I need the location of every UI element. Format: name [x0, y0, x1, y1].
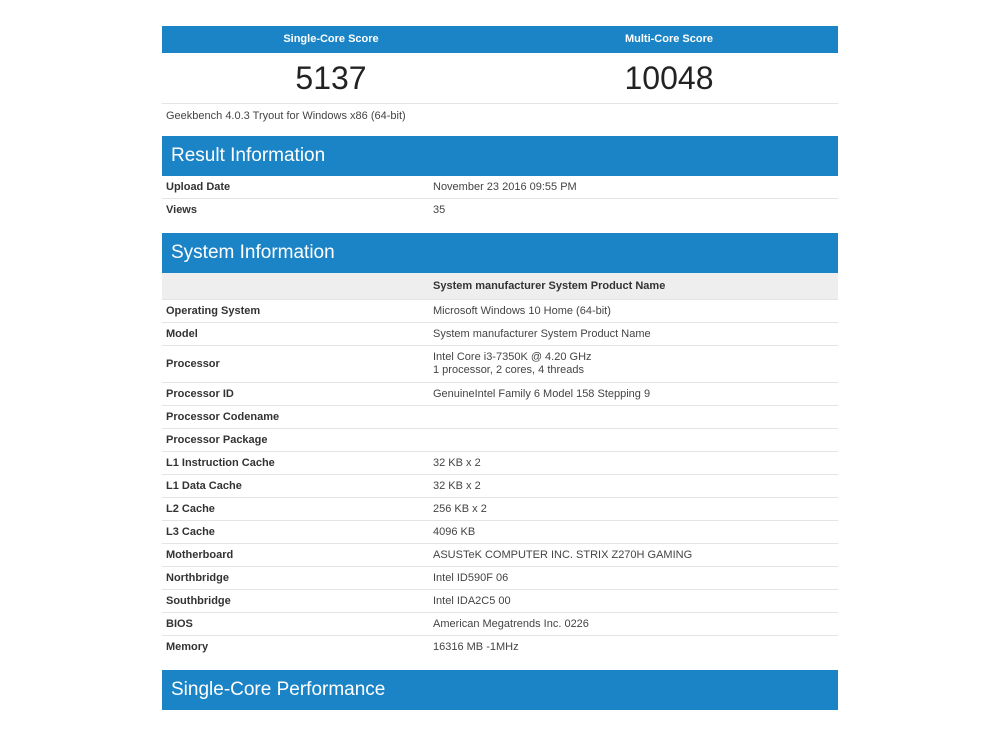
row-label: L1 Data Cache — [166, 480, 242, 492]
table-row — [162, 429, 838, 452]
multi-core-score-label: Multi-Core Score — [624, 33, 713, 45]
row-value: Microsoft Windows 10 Home (64-bit) — [433, 304, 611, 317]
row-label: BIOS — [166, 618, 193, 630]
row-value: 32 KB x 2 — [433, 479, 481, 492]
row-label: Upload Date — [166, 181, 231, 193]
table-row — [162, 300, 838, 323]
table-row — [162, 498, 838, 521]
row-value: 35 — [433, 203, 446, 216]
score-values — [162, 53, 838, 104]
table-row — [162, 176, 838, 199]
processor-name: Intel Core i3-7350K @ 4.20 GHz — [433, 351, 592, 363]
row-value: Intel ID590F 06 — [433, 571, 509, 584]
table-row — [162, 406, 838, 429]
row-value: ASUSTeK COMPUTER INC. STRIX Z270H GAMING — [433, 548, 693, 561]
single-core-score-value: 5137 — [295, 60, 367, 96]
table-row — [162, 544, 838, 567]
row-label: Motherboard — [166, 549, 234, 561]
table-row — [162, 636, 838, 658]
row-label: Processor — [166, 358, 220, 370]
score-header — [162, 26, 838, 53]
row-label: Southbridge — [166, 595, 231, 607]
table-row — [162, 199, 838, 221]
row-label: Northbridge — [166, 572, 229, 584]
row-value: American Megatrends Inc. 0226 — [433, 617, 589, 630]
table-row — [162, 590, 838, 613]
row-label: L1 Instruction Cache — [166, 457, 275, 469]
result-information-header: Result Information — [162, 136, 838, 176]
table-row — [162, 521, 838, 544]
row-value: 256 KB x 2 — [433, 502, 487, 515]
table-row — [162, 452, 838, 475]
subheader-label — [162, 273, 433, 299]
row-label: Processor Package — [166, 434, 268, 446]
result-content — [162, 26, 838, 710]
row-value: GenuineIntel Family 6 Model 158 Stepping 9 — [433, 387, 651, 400]
row-value: 16316 MB -1MHz — [433, 640, 519, 653]
row-value: 4096 KB — [433, 525, 476, 538]
subheader-value: System manufacturer System Product Name — [433, 280, 666, 292]
row-label: Memory — [166, 641, 209, 653]
table-row — [162, 475, 838, 498]
row-label: Model — [166, 328, 198, 340]
row-label: L3 Cache — [166, 526, 215, 538]
row-label: Processor ID — [166, 388, 234, 400]
row-value: 32 KB x 2 — [433, 456, 481, 469]
table-row — [162, 383, 838, 406]
row-value — [433, 429, 838, 451]
row-value: System manufacturer System Product Name — [433, 327, 651, 340]
row-label: Views — [166, 204, 197, 216]
row-label: Operating System — [166, 305, 261, 317]
single-core-performance-header: Single-Core Performance — [162, 670, 838, 710]
result-information-table — [162, 176, 838, 221]
row-label: L2 Cache — [166, 503, 215, 515]
table-row — [162, 323, 838, 346]
table-row — [162, 613, 838, 636]
system-subheader — [162, 273, 838, 300]
row-label: Processor Codename — [166, 411, 280, 423]
multi-core-score-value: 10048 — [624, 60, 714, 96]
single-core-score-label: Single-Core Score — [283, 33, 379, 45]
row-value — [433, 346, 838, 382]
row-value: November 23 2016 09:55 PM — [433, 180, 577, 193]
row-value — [433, 406, 838, 428]
spacer — [162, 221, 838, 233]
processor-topology: 1 processor, 2 cores, 4 threads — [433, 364, 585, 376]
system-information-header: System Information — [162, 233, 838, 273]
table-row — [162, 567, 838, 590]
version-text: Geekbench 4.0.3 Tryout for Windows x86 (64-bit) — [166, 110, 406, 122]
row-value: Intel IDA2C5 00 — [433, 594, 511, 607]
system-information-table — [162, 300, 838, 658]
table-row — [162, 346, 838, 383]
spacer — [162, 658, 838, 670]
